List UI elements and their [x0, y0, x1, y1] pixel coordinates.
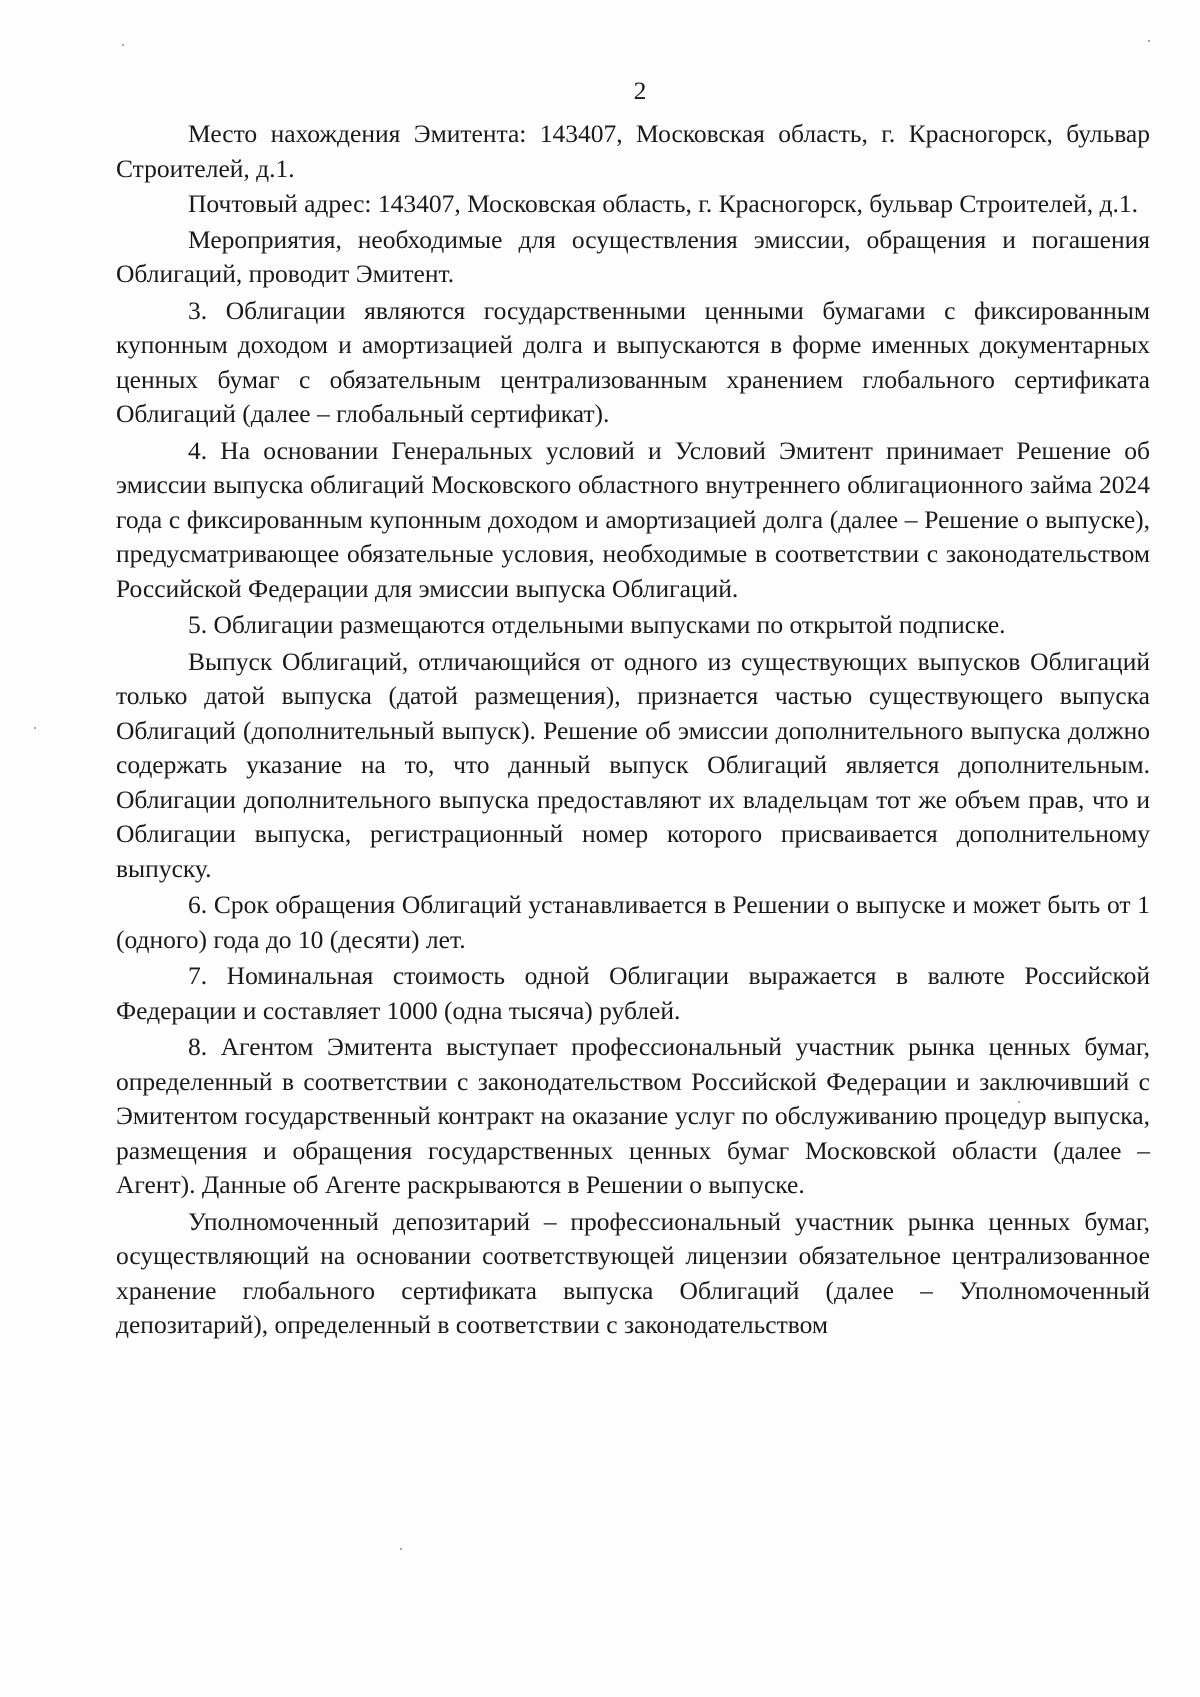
- paragraph-item-7: 7. Номинальная стоимость одной Облигации выражается в валюте Российской Федерации и составляет 1000 (одна тысяча) рублей.: [116, 961, 1150, 1025]
- paragraph-item-5: 5. Облигации размещаются отдельными выпусками по открытой подписке.: [188, 610, 1006, 639]
- scan-speck: [1148, 40, 1150, 42]
- paragraph-authorized-depositary: Уполномоченный депозитарий – профессиональный участник рынка ценных бумаг, осуществляющий на основании соответствующей лицензии обязательное централизованное хранение глобального сертификата выпуска Облигаций (далее – Уполномоченный депозитарий), определенный в соответствии с законодательством: [116, 1206, 1150, 1339]
- paragraph-postal-address: Почтовый адрес: 143407, Московская область, г. Красногорск, бульвар Строителей, д.1.: [188, 189, 1138, 218]
- scan-speck: [34, 727, 36, 729]
- paragraph-item-4: 4. На основании Генеральных условий и Условий Эмитент принимает Решение об эмиссии выпуска облигаций Московского областного внутреннего облигационного займа 2024 года с фиксированным купонным доходом и амортизацией долга (далее – Решение о выпуске), предусматривающее обязательные условия, необходимые в соответствии с законодательством Российской Федерации для эмиссии выпуска Облигаций.: [116, 435, 1150, 603]
- paragraph-emitent-location: Место нахождения Эмитента: 143407, Московская область, г. Красногорск, бульвар Строителей, д.1.: [116, 119, 1150, 183]
- paragraph-item-6: 6. Срок обращения Облигаций устанавливается в Решении о выпуске и может быть от 1 (одного) года до 10 (десяти) лет.: [116, 890, 1150, 954]
- paragraph-item-8: 8. Агентом Эмитента выступает профессиональный участник рынка ценных бумаг, определенный в соответствии с законодательством Российской Федерации и заключивший с Эмитентом государственный контракт на оказание услуг по обслуживанию процедур выпуска, размещения и обращения государственных ценных бумаг Московской области (далее – Агент). Данные об Агенте раскрываются в Решении о выпуске.: [116, 1032, 1150, 1199]
- paragraph-item-3: 3. Облигации являются государственными ценными бумагами с фиксированным купонным доходом и амортизацией долга и выпускаются в форме именных документарных ценных бумаг с обязательным централизованным хранением глобального сертификата Облигаций (далее – глобальный сертификат).: [116, 295, 1150, 428]
- scan-speck: [122, 44, 124, 46]
- paragraph-emission-activities: Мероприятия, необходимые для осуществления эмиссии, обращения и погашения Облигаций, проводит Эмитент.: [116, 224, 1150, 288]
- paragraph-additional-issue: Выпуск Облигаций, отличающийся от одного из существующих выпусков Облигаций только датой выпуска (датой размещения), признается частью существующего выпуска Облигаций (дополнительный выпуск). Решение об эмиссии дополнительного выпуска должно содержать указание на то, что данный выпуск Облигаций является дополнительным. Облигации дополнительного выпуска предоставляют их владельцам тот же объем прав, что и Облигации выпуска, регистрационный номер которого присваивается дополнительному выпуску.: [116, 646, 1150, 883]
- page-number: 2: [633, 76, 647, 105]
- scan-speck: [400, 1548, 402, 1550]
- document-body: [116, 117, 1150, 1345]
